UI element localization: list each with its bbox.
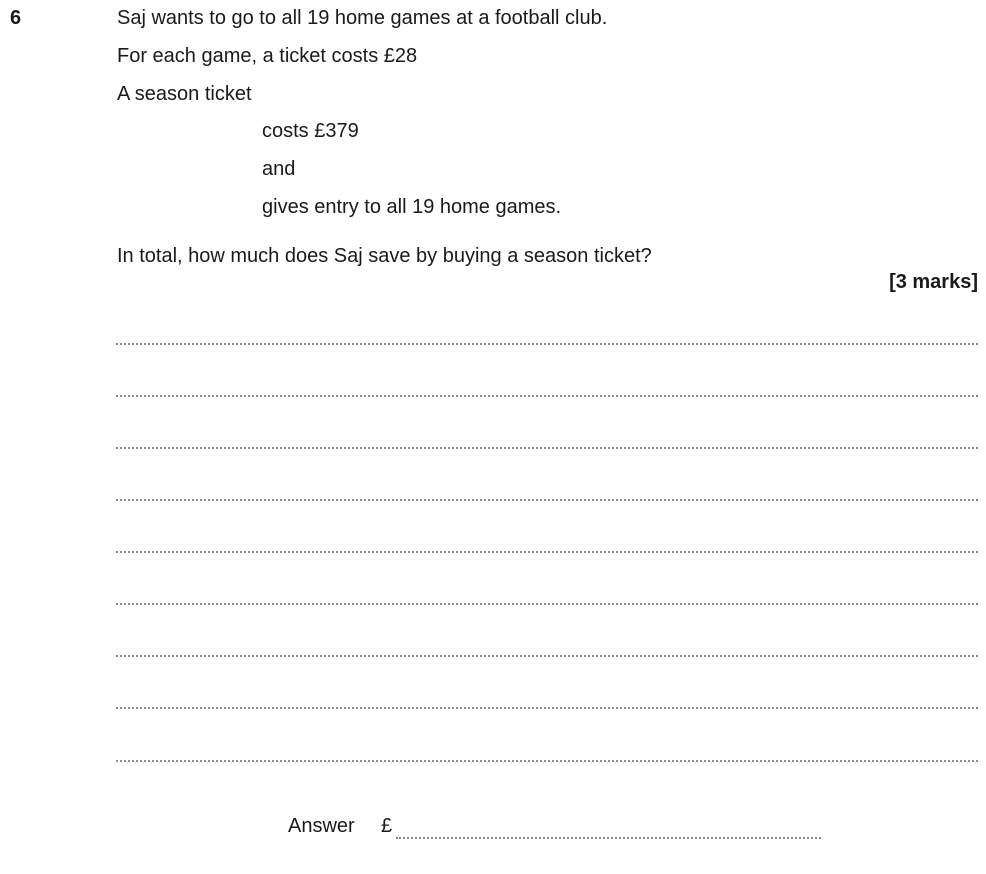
- season-ticket-entry: gives entry to all 19 home games.: [262, 196, 562, 218]
- question-text-line-2: For each game, a ticket costs £28: [117, 45, 418, 67]
- working-line: [116, 603, 978, 605]
- question-text-line-3: A season ticket: [117, 83, 252, 105]
- answer-currency: £: [381, 815, 393, 837]
- working-line: [116, 395, 978, 397]
- season-ticket-and: and: [262, 158, 296, 180]
- season-ticket-cost: costs £379: [262, 120, 359, 142]
- working-line: [116, 343, 978, 345]
- working-line: [116, 760, 978, 762]
- working-line: [116, 499, 978, 501]
- working-line: [116, 447, 978, 449]
- question-text-line-1: Saj wants to go to all 19 home games at a football club.: [117, 7, 608, 29]
- working-line: [116, 655, 978, 657]
- question-prompt: In total, how much does Saj save by buying a season ticket?: [117, 245, 652, 267]
- answer-label: Answer: [288, 815, 355, 837]
- working-line: [116, 551, 978, 553]
- question-number: 6: [10, 7, 22, 29]
- working-line: [116, 707, 978, 709]
- answer-field[interactable]: [396, 837, 821, 839]
- marks-label: [3 marks]: [889, 271, 978, 293]
